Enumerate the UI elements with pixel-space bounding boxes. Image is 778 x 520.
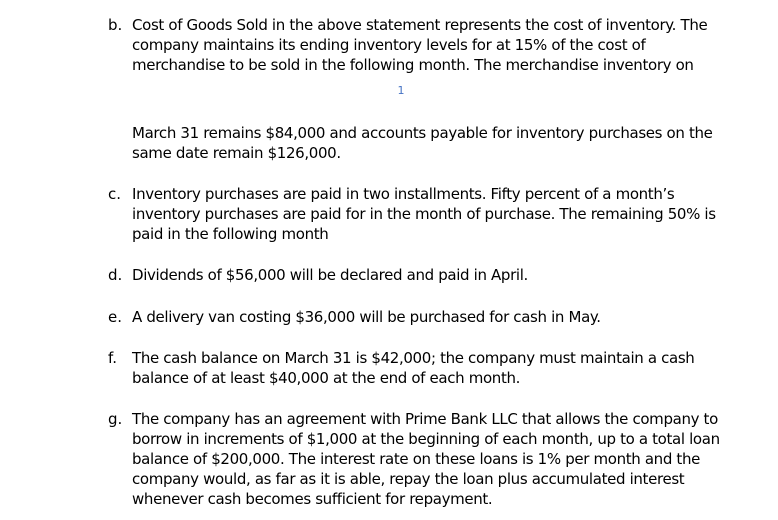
text-line: same date remain $126,000. xyxy=(132,144,341,162)
list-marker: g. xyxy=(108,410,123,428)
text-line: The company has an agreement with Prime Bank LLC that allows the company to xyxy=(132,410,718,428)
text-line: inventory purchases are paid for in the month of purchase. The remaining 50% is xyxy=(132,205,716,223)
text-line: Dividends of $56,000 will be declared and paid in April. xyxy=(132,266,528,284)
item-f-text xyxy=(132,348,732,388)
text-line: borrow in increments of $1,000 at the beginning of each month, up to a total loan xyxy=(132,430,720,448)
text-line: company would, as far as it is able, repay the loan plus accumulated interest xyxy=(132,470,685,488)
item-b-text xyxy=(132,15,732,75)
text-line: Cost of Goods Sold in the above statement represents the cost of inventory. The xyxy=(132,16,708,34)
list-marker: b. xyxy=(108,16,123,34)
item-g-text xyxy=(132,409,732,509)
text-line: company maintains its ending inventory levels for at 15% of the cost of xyxy=(132,36,646,54)
text-line: The cash balance on March 31 is $42,000; the company must maintain a cash xyxy=(132,349,695,367)
text-line: merchandise to be sold in the following month. The merchandise inventory on xyxy=(132,56,694,74)
list-marker: c. xyxy=(108,185,122,203)
text-line: whenever cash becomes sufficient for repayment. xyxy=(132,490,493,508)
text-line: Inventory purchases are paid in two installments. Fifty percent of a month’s xyxy=(132,185,675,203)
item-b-continuation-text xyxy=(132,123,732,163)
text-line: A delivery van costing $36,000 will be purchased for cash in May. xyxy=(132,308,601,326)
list-marker: f. xyxy=(108,349,117,367)
text-line: March 31 remains $84,000 and accounts payable for inventory purchases on the xyxy=(132,124,713,142)
item-e-text xyxy=(132,307,732,327)
item-d-text xyxy=(132,265,732,285)
page-number: 1 xyxy=(397,84,405,97)
item-c-text xyxy=(132,184,732,244)
text-line: balance of $200,000. The interest rate on these loans is 1% per month and the xyxy=(132,450,700,468)
list-marker: d. xyxy=(108,266,123,284)
list-marker: e. xyxy=(108,308,122,326)
text-line: paid in the following month xyxy=(132,225,329,243)
text-line: balance of at least $40,000 at the end of each month. xyxy=(132,369,521,387)
